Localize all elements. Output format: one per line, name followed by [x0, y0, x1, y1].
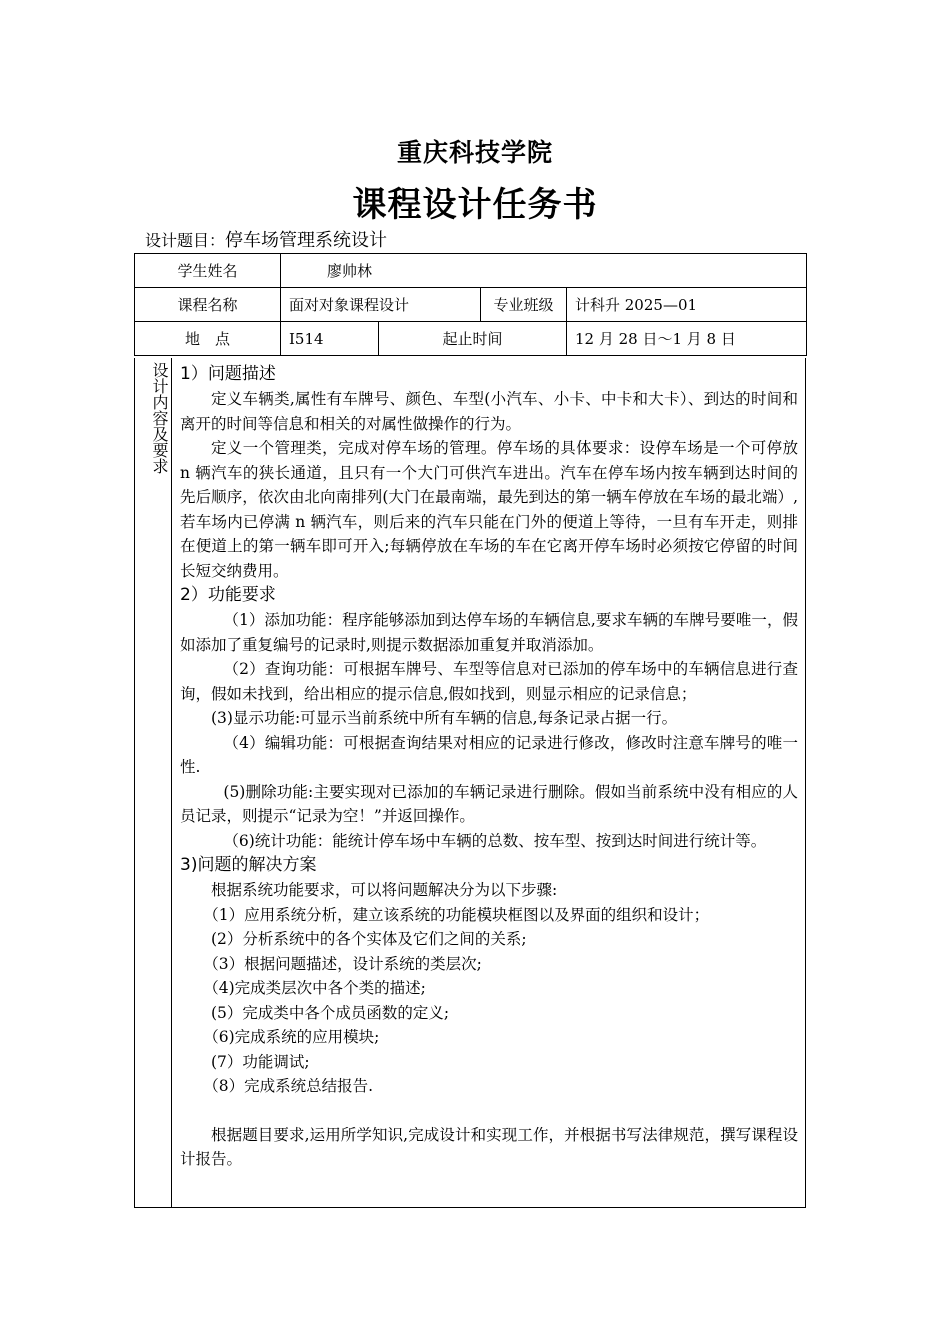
list-item: （4)完成类层次中各个类的描述;	[203, 979, 426, 997]
paragraph: （6)统计功能：能统计停车场中车辆的总数、按车型、按到达时间进行统计等。	[223, 831, 767, 850]
list-item: （6)完成系统的应用模块;	[203, 1028, 380, 1046]
spacer	[180, 1099, 798, 1123]
info-row-location	[135, 322, 807, 356]
list-item: 根据系统功能要求，可以将问题解决分为以下步骤:	[211, 881, 558, 899]
design-content	[180, 362, 798, 1172]
location-label: 地 点	[135, 322, 281, 356]
paragraph: (5)删除功能:主要实现对已添加的车辆记录进行删除。假如当前系统中没有相应的人员记录，则提示“记录为空！”并返回操作。	[180, 782, 798, 825]
student-name-label: 学生姓名	[135, 254, 281, 288]
section-heading-solution: 3)问题的解决方案	[180, 855, 317, 875]
paragraph: （4）编辑功能：可根据查询结果对相应的记录进行修改，修改时注意车牌号的唯一性.	[180, 733, 798, 776]
list-item: (5）完成类中各个成员函数的定义;	[211, 1003, 450, 1022]
paragraph: 定义一个管理类，完成对停车场的管理。停车场的具体要求：设停车场是一个可停放 n 辆汽车的狭长通道，且只有一个大门可供汽车进出。汽车在停车场内按车辆到达时间的先后顺序，依次由北向南排列(大门在最南端，最先到达的第一辆车停放在车场的最北端）,若车场内已停满 n 辆汽车，则后来的汽车只能在门外的便道上等待，一旦有车开走，则排在便道上的第一辆车即可开入;每辆停放在车场的车在它离开停车场时必须按它停留的时间长短交纳费用。	[180, 439, 798, 580]
paragraph: 定义车辆类,属性有车牌号、颜色、车型(小汽车、小卡、中卡和大卡）、到达的时间和离开的时间等信息和相关的对属性做操作的行为。	[180, 390, 798, 433]
paragraph: (3)显示功能:可显示当前系统中所有车辆的信息,每条记录占据一行。	[211, 709, 678, 727]
list-item: (7）功能调试;	[211, 1052, 310, 1071]
course-name-label: 课程名称	[135, 288, 281, 322]
course-name-value: 面对对象课程设计	[281, 288, 481, 322]
paragraph: （2）查询功能：可根据车牌号、车型等信息对已添加的停车场中的车辆信息进行查询，假如未找到，给出相应的提示信息,假如找到，则显示相应的记录信息；	[180, 660, 798, 703]
side-label: 设计内容及要求	[150, 362, 169, 474]
design-topic	[145, 226, 387, 252]
major-class-value: 计科升 2025—01	[567, 288, 807, 322]
list-item: （3）根据问题描述，设计系统的类层次;	[203, 954, 482, 973]
closing-paragraph: 根据题目要求,运用所学知识,完成设计和实现工作，并根据书写法律规范，撰写课程设计报告。	[180, 1125, 798, 1168]
info-row-course	[135, 288, 807, 322]
design-topic-value: 停车场管理系统设计	[225, 230, 388, 251]
info-row-student	[135, 254, 807, 288]
document-title: 课程设计任务书	[352, 185, 598, 225]
paragraph: （1）添加功能：程序能够添加到达停车场的车辆信息,要求车辆的车牌号要唯一，假如添加了重复编号的记录时,则提示数据添加重复并取消添加。	[180, 611, 798, 654]
section-heading-functions: 2）功能要求	[180, 585, 276, 605]
period-value: 12 月 28 日～1 月 8 日	[567, 322, 807, 356]
list-item: （8）完成系统总结报告.	[203, 1077, 374, 1095]
period-label: 起止时间	[379, 322, 567, 356]
side-column	[135, 358, 172, 1207]
location-value: I514	[281, 322, 379, 356]
design-topic-label: 设计题目：	[145, 231, 226, 250]
info-table	[134, 253, 807, 356]
design-content-box	[134, 358, 806, 1208]
school-name: 重庆科技学院	[396, 138, 553, 167]
major-class-label: 专业班级	[481, 288, 567, 322]
list-item: (2）分析系统中的各个实体及它们之间的关系;	[211, 930, 527, 948]
list-item: （1）应用系统分析，建立该系统的功能模块框图以及界面的组织和设计；	[203, 905, 710, 924]
student-name-value: 廖帅林	[281, 254, 807, 288]
section-heading-problem: 1）问题描述	[180, 364, 276, 384]
